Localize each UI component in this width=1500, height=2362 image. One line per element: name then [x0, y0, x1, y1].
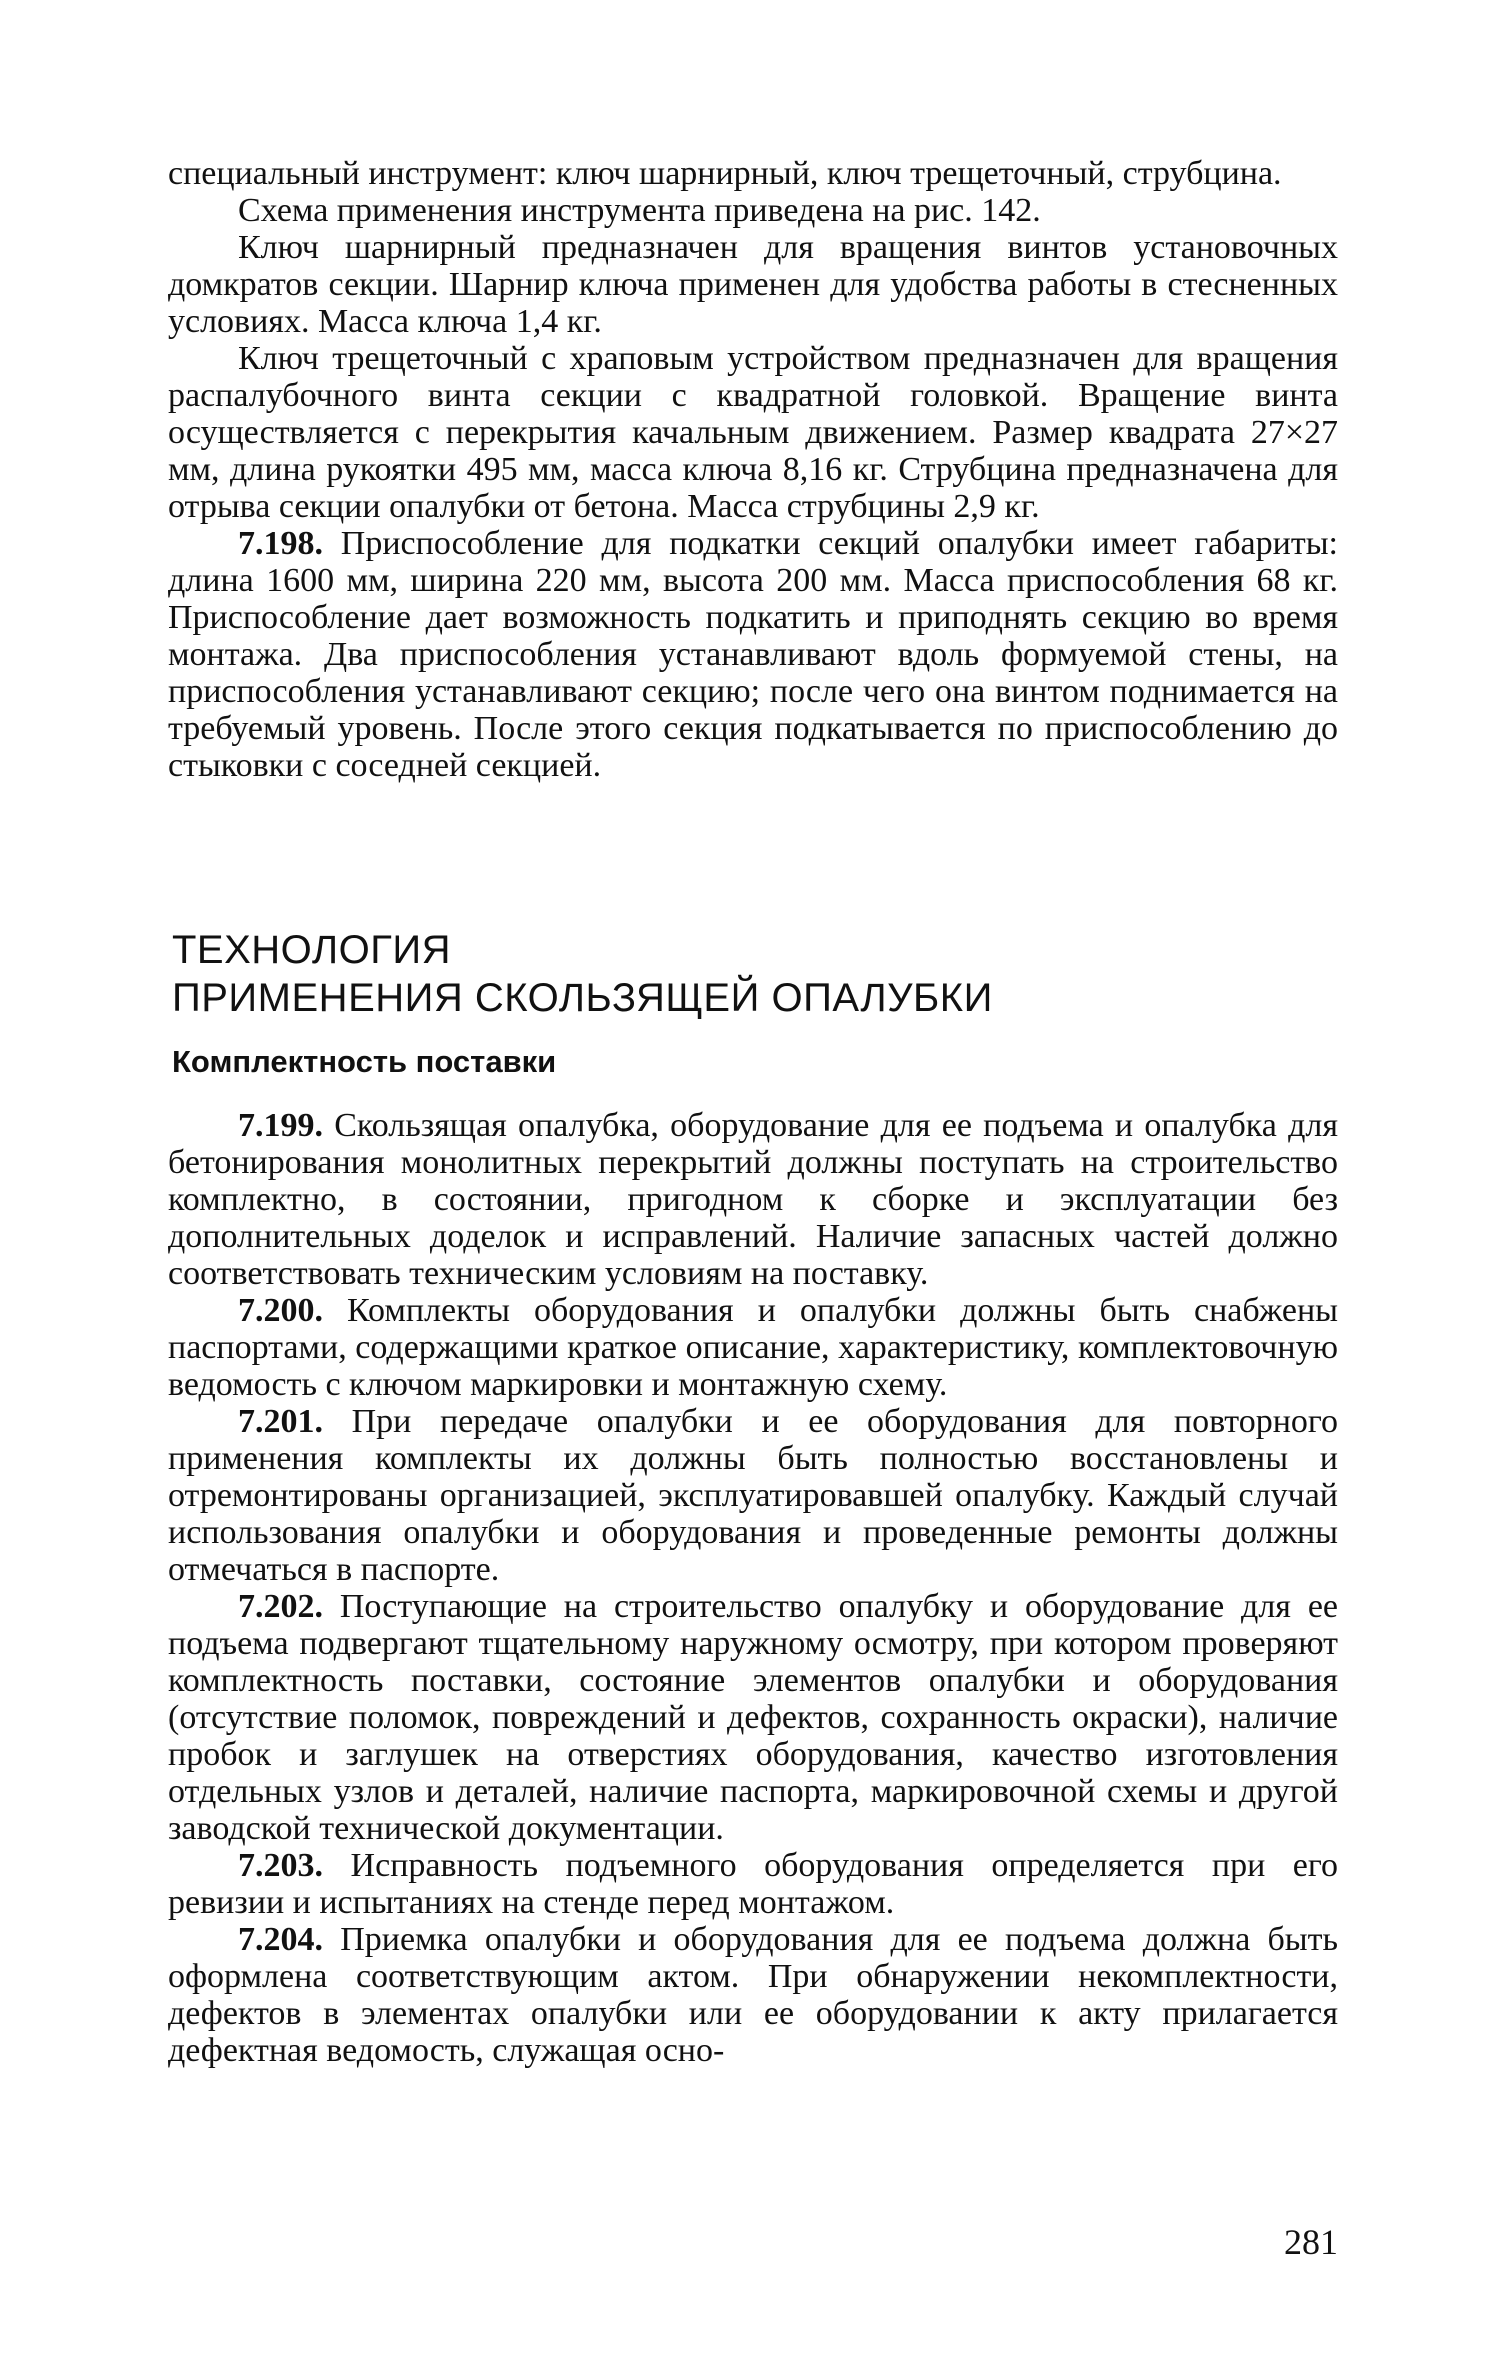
paragraph-text: Комплекты оборудования и опалубки должны быть снабжены паспортами, содержащими краткое описание, характеристику, комплектовочную ведомость с ключом маркировки и монтажную схему.: [168, 1292, 1338, 1403]
paragraph-number: 7.199.: [238, 1107, 323, 1144]
paragraph-text: Поступающие на строительство опалубку и оборудование для ее подъема подвергают тщательному наружному осмотру, при котором проверяют комплектность поставки, состояние элементов опалубки и оборудования (отсутствие поломок, повреждений и дефектов, сохранность окраски), наличие пробок и заглушек на отверстиях оборудования, качество изготовления отдельных узлов и деталей, наличие паспорта, маркировочной схемы и другой заводской технической документации.: [168, 1588, 1338, 1847]
paragraph-text: При передаче опалубки и ее оборудования для повторного применения комплекты их должны быть полностью восстановлены и отремонтированы организацией, эксплуатировавшей опалубку. Каждый случай использования опалубки и оборудования и проведенные ремонты должны отмечаться в паспорте.: [168, 1403, 1338, 1588]
paragraph-7-200: [168, 1292, 1338, 1403]
section-title-line-1: ТЕХНОЛОГИЯ: [172, 928, 452, 972]
paragraph-number: 7.204.: [238, 1921, 323, 1958]
paragraph-continuation: специальный инструмент: ключ шарнирный, ключ трещеточный, струбцина.: [168, 155, 1282, 192]
paragraph-number: 7.200.: [238, 1292, 323, 1329]
paragraph-number: 7.203.: [238, 1847, 323, 1884]
section-title: [172, 926, 1342, 1022]
paragraph-scheme: Схема применения инструмента приведена на рис. 142.: [238, 192, 1041, 229]
paragraph-number: 7.198.: [238, 525, 323, 562]
paragraph-number: 7.202.: [238, 1588, 323, 1625]
subsection-title: Комплектность поставки: [172, 1044, 557, 1079]
paragraph-7-202: [168, 1588, 1338, 1847]
paragraph-text: Приспособление для подкатки секций опалубки имеет габариты: длина 1600 мм, ширина 220 мм, высота 200 мм. Масса приспособления 68 кг. Приспособление дает возможность подкатить и приподнять секцию во время монтажа. Два приспособления устанавливают вдоль формуемой стены, на приспособления устанавливают секцию; после чего она винтом поднимается на требуемый уровень. После этого секция подкатывается по приспособлению до стыковки с соседней секцией.: [168, 525, 1338, 784]
bottom-text-block: [168, 1107, 1338, 2069]
paragraph-number: 7.201.: [238, 1403, 323, 1440]
paragraph-text: Приемка опалубки и оборудования для ее подъема должна быть оформлена соответствующим актом. При обнаружении некомплектности, дефектов в элементах опалубки или ее оборудовании к акту прилагается дефектная ведомость, служащая осно-: [168, 1921, 1338, 2069]
paragraph-ratchet-key: Ключ трещеточный с храповым устройством предназначен для вращения распалубочного винта секции с квадратной головкой. Вращение винта осуществляется с перекрытия качальным движением. Размер квадрата 27×27 мм, длина рукоятки 495 мм, масса ключа 8,16 кг. Струбцина предназначена для отрыва секции опалубки от бетона. Масса струбцины 2,9 кг.: [168, 340, 1338, 525]
paragraph-text: Исправность подъемного оборудования определяется при его ревизии и испытаниях на стенде перед монтажом.: [168, 1847, 1338, 1921]
paragraph-7-201: [168, 1403, 1338, 1588]
paragraph-7-204: [168, 1921, 1338, 2069]
paragraph-7-198: [168, 525, 1338, 784]
paragraph-text: Скользящая опалубка, оборудование для ее подъема и опалубка для бетонирования монолитных перекрытий должны поступать на строительство комплектно, в состоянии, пригодном к сборке и эксплуатации без дополнительных доделок и исправлений. Наличие запасных частей должно соответствовать техническим условиям на поставку.: [168, 1107, 1338, 1292]
paragraph-7-203: [168, 1847, 1338, 1921]
top-text-block: [168, 155, 1338, 784]
paragraph-hinged-key: Ключ шарнирный предназначен для вращения винтов установочных домкратов секции. Шарнир ключа применен для удобства работы в стесненных условиях. Масса ключа 1,4 кг.: [168, 229, 1338, 340]
section-title-line-2: ПРИМЕНЕНИЯ СКОЛЬЗЯЩЕЙ ОПАЛУБКИ: [172, 976, 993, 1020]
paragraph-7-199: [168, 1107, 1338, 1292]
page-number: 281: [1284, 2222, 1338, 2262]
